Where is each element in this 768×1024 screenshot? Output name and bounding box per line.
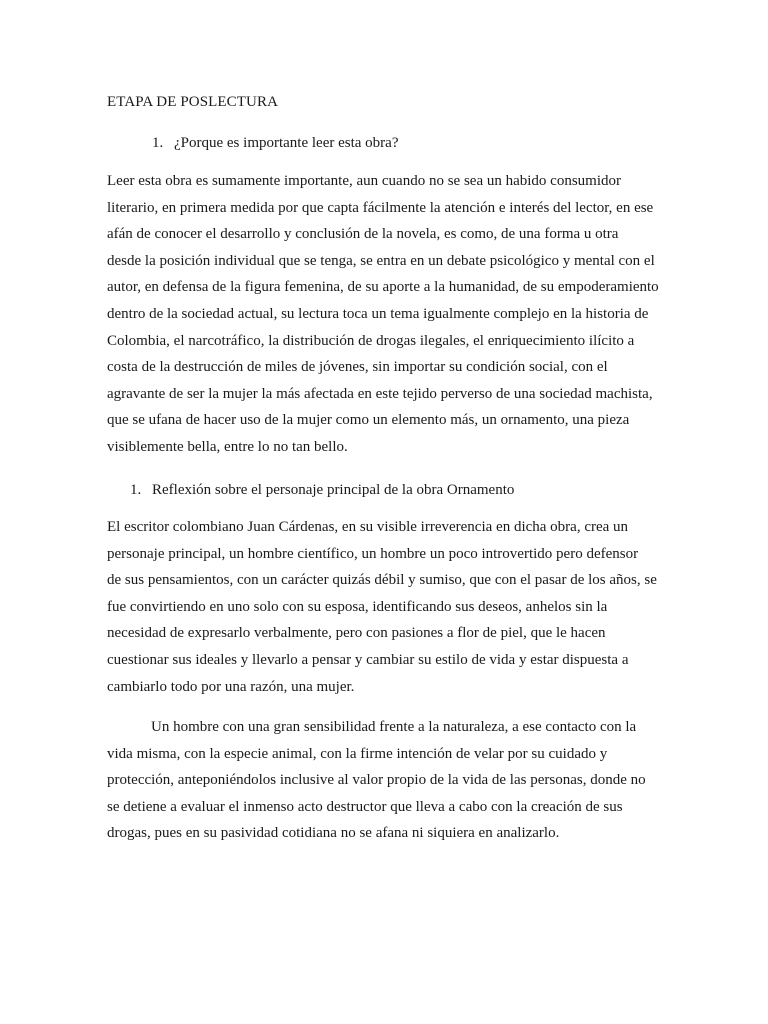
paragraph-line: Colombia, el narcotráfico, la distribución de drogas ilegales, el enriquecimiento ilícito a — [107, 332, 635, 349]
paragraph-line: de sus pensamientos, con un carácter quizás débil y sumiso, que con el pasar de los años, se — [107, 572, 657, 589]
paragraph-line: que se ufana de hacer uso de la mujer como un elemento más, un ornamento, una pieza — [107, 412, 630, 429]
paragraph-line: personaje principal, un hombre científico, un hombre un poco introvertido pero defensor — [107, 545, 639, 562]
paragraph-2 — [107, 514, 687, 700]
question-1 — [152, 133, 399, 153]
paragraph-line: Un hombre con una gran sensibilidad frente a la naturaleza, a ese contacto con la — [151, 719, 637, 735]
question-2 — [130, 480, 514, 500]
paragraph-line: agravante de ser la mujer la más afectada en este tejido perverso de una sociedad machista, — [107, 385, 653, 402]
paragraph-line: cambiarlo todo por una razón, una mujer. — [107, 678, 355, 695]
paragraph-line: costa de la destrucción de miles de jóvenes, sin importar su condición social, con el — [107, 359, 608, 376]
paragraph-line: desde la posición individual que se tenga, se entra en un debate psicológico y mental con el — [107, 252, 655, 269]
paragraph-line: protección, anteponiéndolos inclusive al valor propio de la vida de las personas, donde no — [107, 772, 646, 789]
paragraph-line: literario, en primera medida por que capta fácilmente la atención e interés del lector, en ese — [107, 199, 654, 216]
question-1-number: 1. — [152, 135, 164, 151]
paragraph-line: afán de conocer el desarrollo y conclusión de la novela, es como, de una forma u otra — [107, 226, 619, 243]
paragraph-line: dentro de la sociedad actual, su lectura toca un tema igualmente complejo en la historia de — [107, 305, 649, 322]
question-2-text: Reflexión sobre el personaje principal de la obra Ornamento — [152, 482, 515, 498]
paragraph-line: se detiene a evaluar el inmenso acto destructor que lleva a cabo con la creación de sus — [107, 798, 623, 815]
question-1-text: ¿Porque es importante leer esta obra? — [174, 135, 399, 151]
paragraph-line: vida misma, con la especie animal, con la firme intención de velar por su cuidado y — [107, 745, 608, 762]
question-2-number: 1. — [130, 482, 142, 498]
paragraph-line: drogas, pues en su pasividad cotidiana no se afana ni siquiera en analizarlo. — [107, 825, 560, 842]
paragraph-line: fue convirtiendo en uno solo con su esposa, identificando sus deseos, anhelos sin la — [107, 598, 608, 615]
paragraph-3 — [107, 714, 687, 847]
paragraph-line: cuestionar sus ideales y llevarlo a pensar y cambiar su estilo de vida y estar dispuesta a — [107, 651, 629, 668]
paragraph-line: visiblemente bella, entre lo no tan bello. — [107, 438, 348, 455]
paragraph-line: necesidad de expresarlo verbalmente, pero con pasiones a flor de piel, que le hacen — [107, 625, 606, 642]
paragraph-line: autor, en defensa de la figura femenina, de su aporte a la humanidad, de su empoderamiento — [107, 279, 659, 296]
document-title: ETAPA DE POSLECTURA — [107, 94, 279, 110]
paragraph-line: El escritor colombiano Juan Cárdenas, en su visible irreverencia en dicha obra, crea un — [107, 519, 629, 535]
paragraph-line: Leer esta obra es sumamente importante, aun cuando no se sea un habido consumidor — [107, 173, 622, 189]
paragraph-1 — [107, 168, 687, 461]
